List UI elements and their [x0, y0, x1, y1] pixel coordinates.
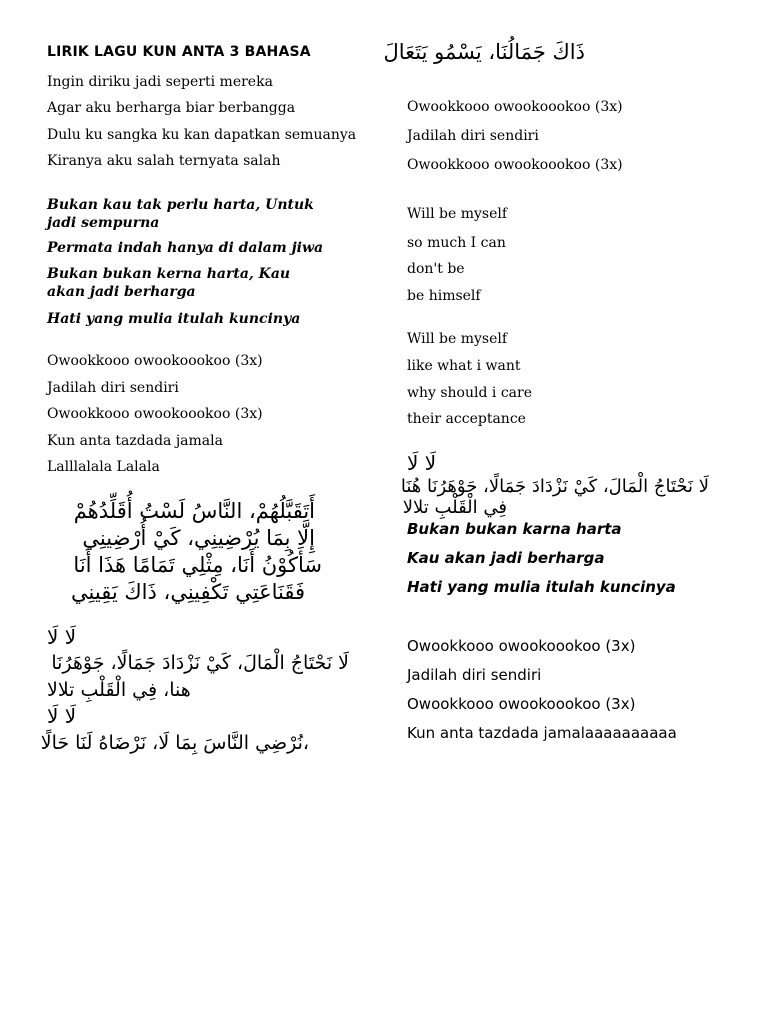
arabic-line: ذَاكَ جَمَالُنَا، يَسْمُو يَتَعَالَ	[383, 40, 585, 64]
lyric-line: Will be myself	[407, 206, 508, 222]
arabic-line: ،نُرْضِي النَّاسَ بِمَا لَا، نَرْضَاهُ لَنَا حَالًا	[40, 732, 309, 754]
lyric-line: Hati yang mulia itulah kuncinya	[407, 578, 676, 596]
lyric-line: don't be	[407, 261, 465, 277]
lyric-line: Owookkooo owookoookoo (3x)	[407, 695, 636, 713]
arabic-line: سَأَكُوْنُ أَنَا، مِثْلِي تَمَامًا هَذَا أَنَا	[73, 553, 322, 577]
lyric-line: Bukan bukan karna harta	[407, 520, 622, 538]
lyric-line: Jadilah diri sendiri	[47, 380, 179, 396]
arabic-line: فَقَنَاعَتِي تَكْفِينِي، ذَاكَ يَقِينِي	[71, 580, 305, 604]
arabic-line: إِلَّا بِمَا يُرْضِينِي، كَيْ أُرْضِينِي	[82, 526, 315, 550]
lyric-line: Ingin diriku jadi seperti mereka	[47, 74, 273, 90]
lyric-line: Permata indah hanya di dalam jiwa	[47, 240, 324, 256]
lyric-line: Jadilah diri sendiri	[407, 666, 542, 684]
lyric-line: Jadilah diri sendiri	[407, 128, 539, 144]
lyric-line: their acceptance	[407, 411, 526, 427]
page-title: LIRIK LAGU KUN ANTA 3 BAHASA	[47, 44, 311, 60]
lyric-line: Owookkooo owookoookoo (3x)	[407, 157, 623, 173]
lyric-line: Dulu ku sangka ku kan dapatkan semuanya	[47, 127, 357, 143]
lyric-line: Kau akan jadi berharga	[407, 549, 605, 567]
lyric-line: Owookkooo owookoookoo (3x)	[407, 99, 623, 115]
lyric-line: Kun anta tazdada jamala	[47, 433, 223, 449]
lyric-line: Bukan bukan kerna harta, Kau akan jadi berharga	[47, 266, 291, 300]
lyric-line: Owookkooo owookoookoo (3x)	[407, 637, 636, 655]
lyric-line: Owookkooo owookoookoo (3x)	[47, 353, 263, 369]
lyric-line: Kun anta tazdada jamalaaaaaaaaaa	[407, 724, 677, 742]
arabic-line: لَا نَحْتَاجُ الْمَالَ، كَيْ نَزْدَادَ جَمَالًا، جَوْهَرُنَا	[51, 652, 349, 674]
lyric-line: Hati yang mulia itulah kuncinya	[47, 311, 301, 327]
lyric-line: Will be myself	[407, 331, 508, 347]
lyric-line: Lalllalala Lalala	[47, 459, 160, 475]
lyric-line: why should i care	[407, 385, 532, 401]
arabic-line: فِي الْقَلْبِ تلالا	[402, 497, 507, 518]
arabic-line: لَا نَحْتَاجُ الْمَالَ، كَيْ نَزْدَادَ جَمَالًا، جَوْهَرُنَا هُنَا	[400, 476, 709, 497]
arabic-line: لَا لَا	[47, 704, 77, 728]
arabic-line: أَتَقَبَّلُهُمْ، النَّاسُ لَسْتُ أُقَلِّدُهُمْ	[73, 499, 315, 523]
lyric-line: so much I can	[407, 235, 506, 251]
lyric-line: Agar aku berharga biar berbangga	[47, 100, 296, 116]
arabic-line: لَا لَا	[47, 625, 77, 649]
lyric-line: like what i want	[407, 358, 521, 374]
lyric-line: be himself	[407, 288, 481, 304]
lyric-line: Kiranya aku salah ternyata salah	[47, 153, 281, 169]
lyric-line: Owookkooo owookoookoo (3x)	[47, 406, 263, 422]
arabic-line: لَا لَا	[407, 451, 437, 475]
arabic-line: هنا، فِي الْقَلْبِ تلالا	[47, 679, 191, 701]
lyric-line: Bukan kau tak perlu harta, Untuk jadi sempurna	[47, 197, 314, 231]
